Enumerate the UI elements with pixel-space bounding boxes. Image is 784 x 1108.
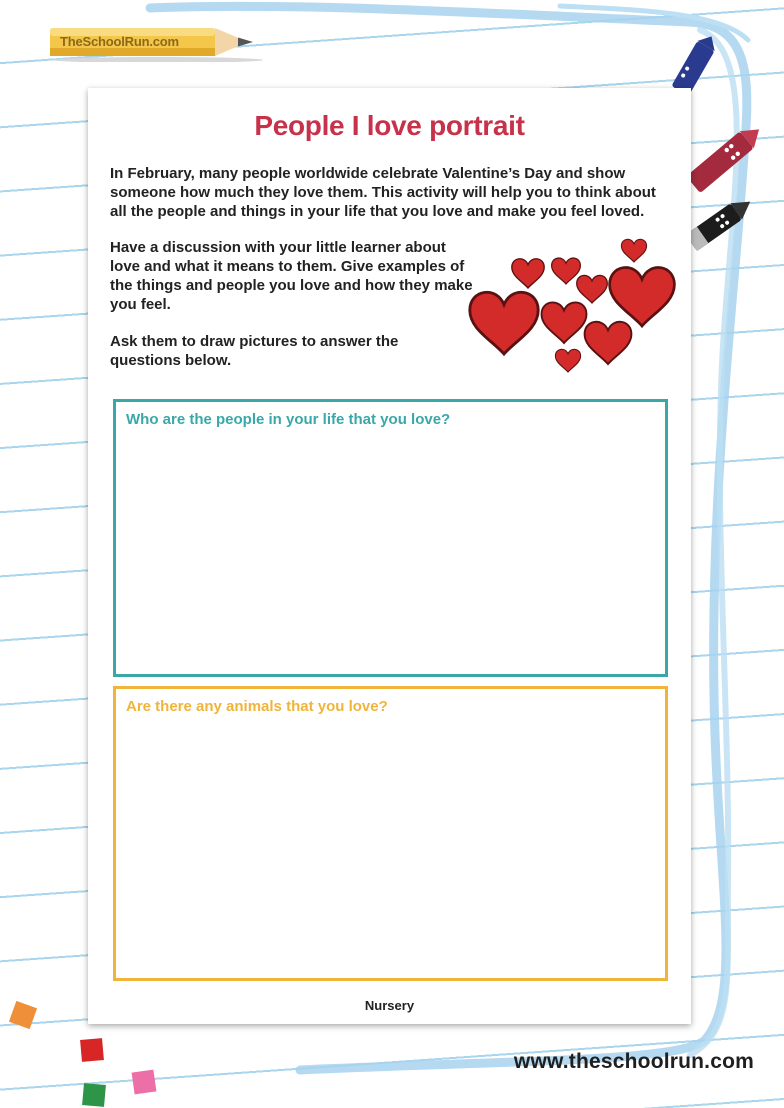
red-square-icon	[76, 1034, 108, 1066]
heart-icon	[470, 239, 675, 372]
black-crayon-icon	[684, 185, 764, 255]
instruction-paragraph: Ask them to draw pictures to answer the questions below.	[110, 333, 399, 369]
footer-url[interactable]: www.theschoolrun.com	[513, 1050, 754, 1073]
animals-drawing-box[interactable]	[113, 686, 668, 981]
discussion-paragraph: Have a discussion with your little learner about love and what it means to them. Give examples of the things and people you love and how they make you feel.	[110, 239, 473, 313]
page-title: People I love portrait	[254, 110, 525, 141]
green-square-icon	[78, 1080, 110, 1108]
people-drawing-box[interactable]	[113, 399, 668, 677]
hearts-illustration	[466, 234, 681, 374]
pencil-brand-label: TheSchoolRun.com	[60, 34, 179, 49]
worksheet-sheet	[88, 88, 691, 1024]
people-question: Who are the people in your life that you love?	[126, 411, 451, 428]
intro-paragraph: In February, many people worldwide celebrate Valentine’s Day and show someone how much they love them. This activity will help you to think about all the people and things in your life that you love and make you feel loved.	[110, 165, 656, 220]
level-label: Nursery	[364, 998, 415, 1013]
pink-square-icon	[128, 1066, 160, 1098]
animals-question: Are there any animals that you love?	[126, 698, 388, 715]
orange-square-icon	[6, 998, 40, 1032]
